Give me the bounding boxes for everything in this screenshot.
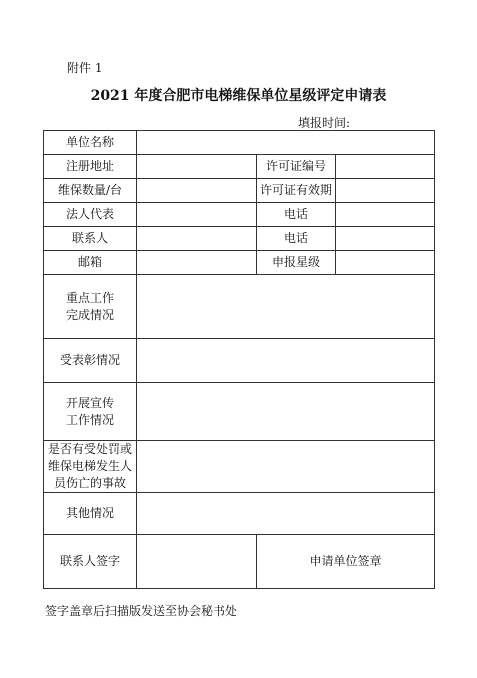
key-work-label [44, 275, 137, 339]
license-no-field[interactable] [336, 155, 435, 179]
star-level-label: 申报星级 [257, 251, 336, 275]
phone-field-2[interactable] [336, 227, 435, 251]
penalty-label-line-2: 维保电梯发生人 [47, 459, 132, 473]
reg-address-label: 注册地址 [44, 155, 137, 179]
publicity-field[interactable] [137, 383, 435, 441]
phone-label-1: 电话 [257, 203, 336, 227]
penalty-label [44, 441, 137, 493]
contact-field[interactable] [137, 227, 257, 251]
publicity-label [44, 383, 137, 441]
other-field[interactable] [137, 493, 435, 535]
form-row-signatures [44, 535, 435, 589]
form-row-email [44, 251, 435, 275]
form-row-legal-rep [44, 203, 435, 227]
form-row-reg-address [44, 155, 435, 179]
legal-rep-label: 法人代表 [44, 203, 137, 227]
phone-field-1[interactable] [336, 203, 435, 227]
contact-label: 联系人 [44, 227, 137, 251]
star-level-field[interactable] [336, 251, 435, 275]
application-form-table [43, 130, 435, 589]
contact-sign-field[interactable] [137, 535, 257, 589]
maintenance-count-label: 维保数量/台 [44, 179, 137, 203]
form-row-maintenance [44, 179, 435, 203]
reg-address-field[interactable] [137, 155, 257, 179]
unit-seal-label: 申请单位签章 [257, 535, 435, 589]
key-work-label-line-1: 重点工作 [65, 290, 114, 305]
penalty-field[interactable] [137, 441, 435, 493]
key-work-field[interactable] [137, 275, 435, 339]
penalty-label-line-3: 员伤亡的事故 [53, 476, 126, 490]
publicity-label-line-1: 开展宣传 [65, 395, 114, 410]
unit-name-field[interactable] [137, 131, 435, 155]
license-validity-field[interactable] [336, 179, 435, 203]
email-label: 邮箱 [44, 251, 137, 275]
form-row-publicity [44, 383, 435, 441]
other-label: 其他情况 [44, 493, 137, 535]
form-row-contact [44, 227, 435, 251]
license-validity-label: 许可证有效期 [257, 179, 336, 203]
form-row-commendation [44, 339, 435, 383]
penalty-label-line-1: 是否有受处罚或 [47, 442, 132, 456]
form-row-other [44, 493, 435, 535]
email-field[interactable] [137, 251, 257, 275]
contact-sign-label: 联系人签字 [44, 535, 137, 589]
phone-label-2: 电话 [257, 227, 336, 251]
form-row-penalty [44, 441, 435, 493]
publicity-label-line-2: 工作情况 [65, 412, 114, 427]
unit-name-label: 单位名称 [44, 131, 137, 155]
form-row-key-work [44, 275, 435, 339]
maintenance-count-field[interactable] [137, 179, 257, 203]
footnote: 签字盖章后扫描版发送至协会秘书处 [45, 604, 238, 618]
form-row-unit-name [44, 131, 435, 155]
legal-rep-field[interactable] [137, 203, 257, 227]
page-title: 2021 年度合肥市电梯维保单位星级评定申请表 [90, 88, 387, 104]
key-work-label-line-2: 完成情况 [65, 307, 114, 322]
attachment-label: 附件 1 [67, 61, 103, 75]
commendation-label: 受表彰情况 [44, 339, 137, 383]
license-no-label: 许可证编号 [257, 155, 336, 179]
fill-time-label: 填报时间: [298, 116, 351, 130]
commendation-field[interactable] [137, 339, 435, 383]
